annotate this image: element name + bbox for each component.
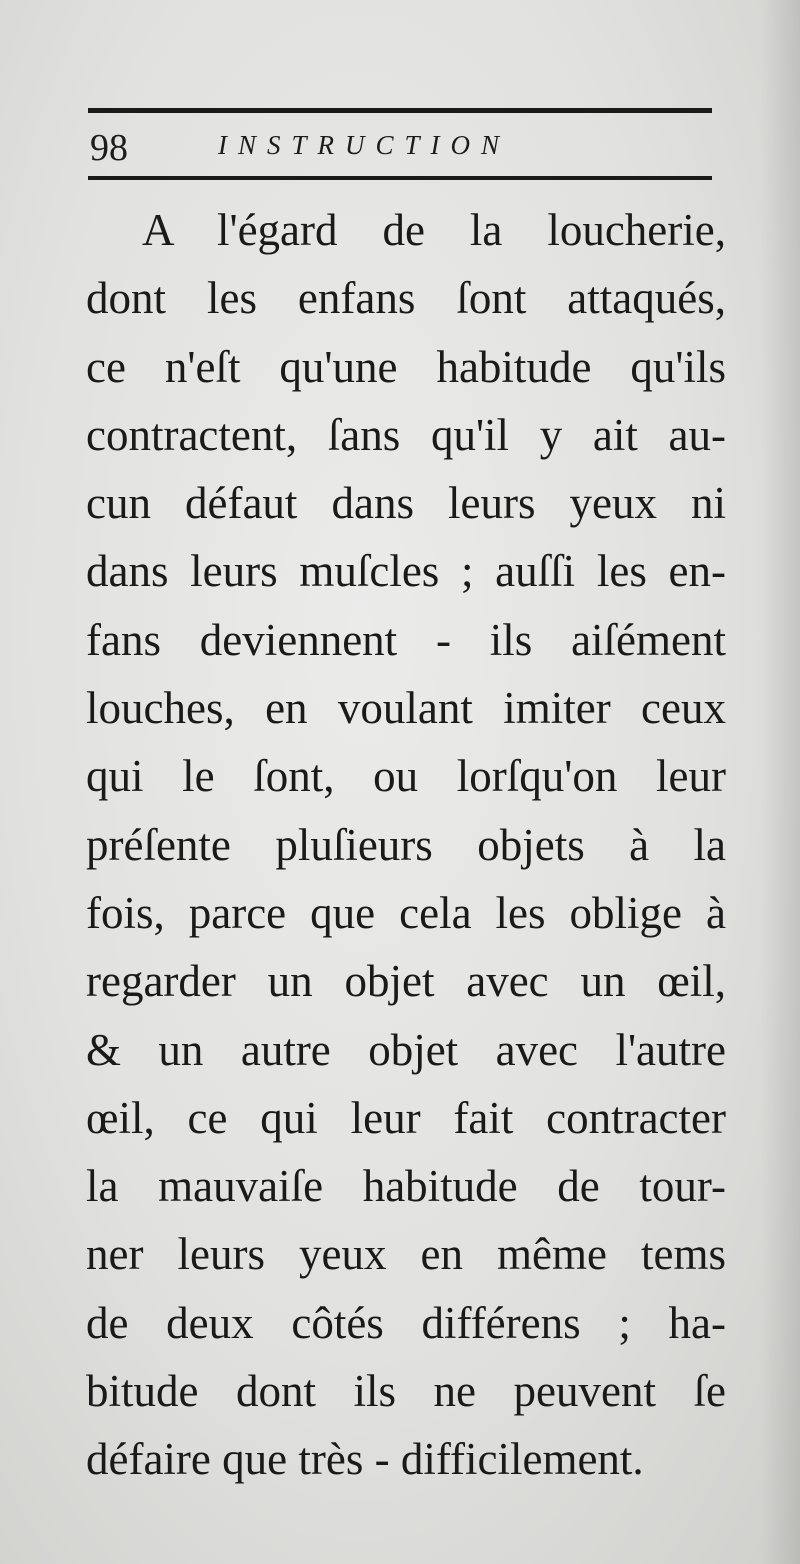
text-line: & un autre objet avec l'autre (86, 1024, 726, 1075)
text-line: ce n'eſt qu'une habitude qu'ils (86, 341, 726, 392)
text-line: la mauvaiſe habitude de tour- (86, 1161, 726, 1212)
text-line: préſente pluſieurs objets à la (86, 819, 726, 870)
page-header (88, 118, 712, 170)
text-line: A l'égard de la loucherie, (142, 205, 726, 255)
text-line: ner leurs yeux en même tems (86, 1229, 726, 1280)
text-line: fans deviennent - ils aiſément (86, 614, 726, 665)
text-line: de deux côtés différens ; ha- (86, 1297, 726, 1348)
text-line: cun défaut dans leurs yeux ni (86, 478, 726, 529)
text-line: défaire que très - difficilement. (86, 1434, 644, 1485)
page-edge-shadow (760, 0, 800, 1564)
text-line: fois, parce que cela les oblige à (86, 887, 726, 938)
header-top-rule (88, 108, 712, 113)
running-head: INSTRUCTION (218, 130, 511, 160)
text-line: contractent, ſans qu'il y ait au- (86, 409, 726, 460)
page-number: 98 (90, 127, 128, 169)
text-line: dans leurs muſcles ; auſſi les en- (86, 546, 726, 597)
text-line: regarder un objet avec un œil, (86, 956, 726, 1007)
text-line: œil, ce qui leur fait contracter (86, 1092, 726, 1143)
body-text (86, 196, 726, 1494)
text-line: dont les enfans ſont attaqués, (86, 273, 726, 324)
text-line: bitude dont ils ne peuvent ſe (86, 1366, 726, 1417)
text-line: louches, en voulant imiter ceux (86, 683, 726, 734)
header-bottom-rule (88, 176, 712, 180)
text-line: qui le ſont, ou lorſqu'on leur (86, 751, 726, 802)
